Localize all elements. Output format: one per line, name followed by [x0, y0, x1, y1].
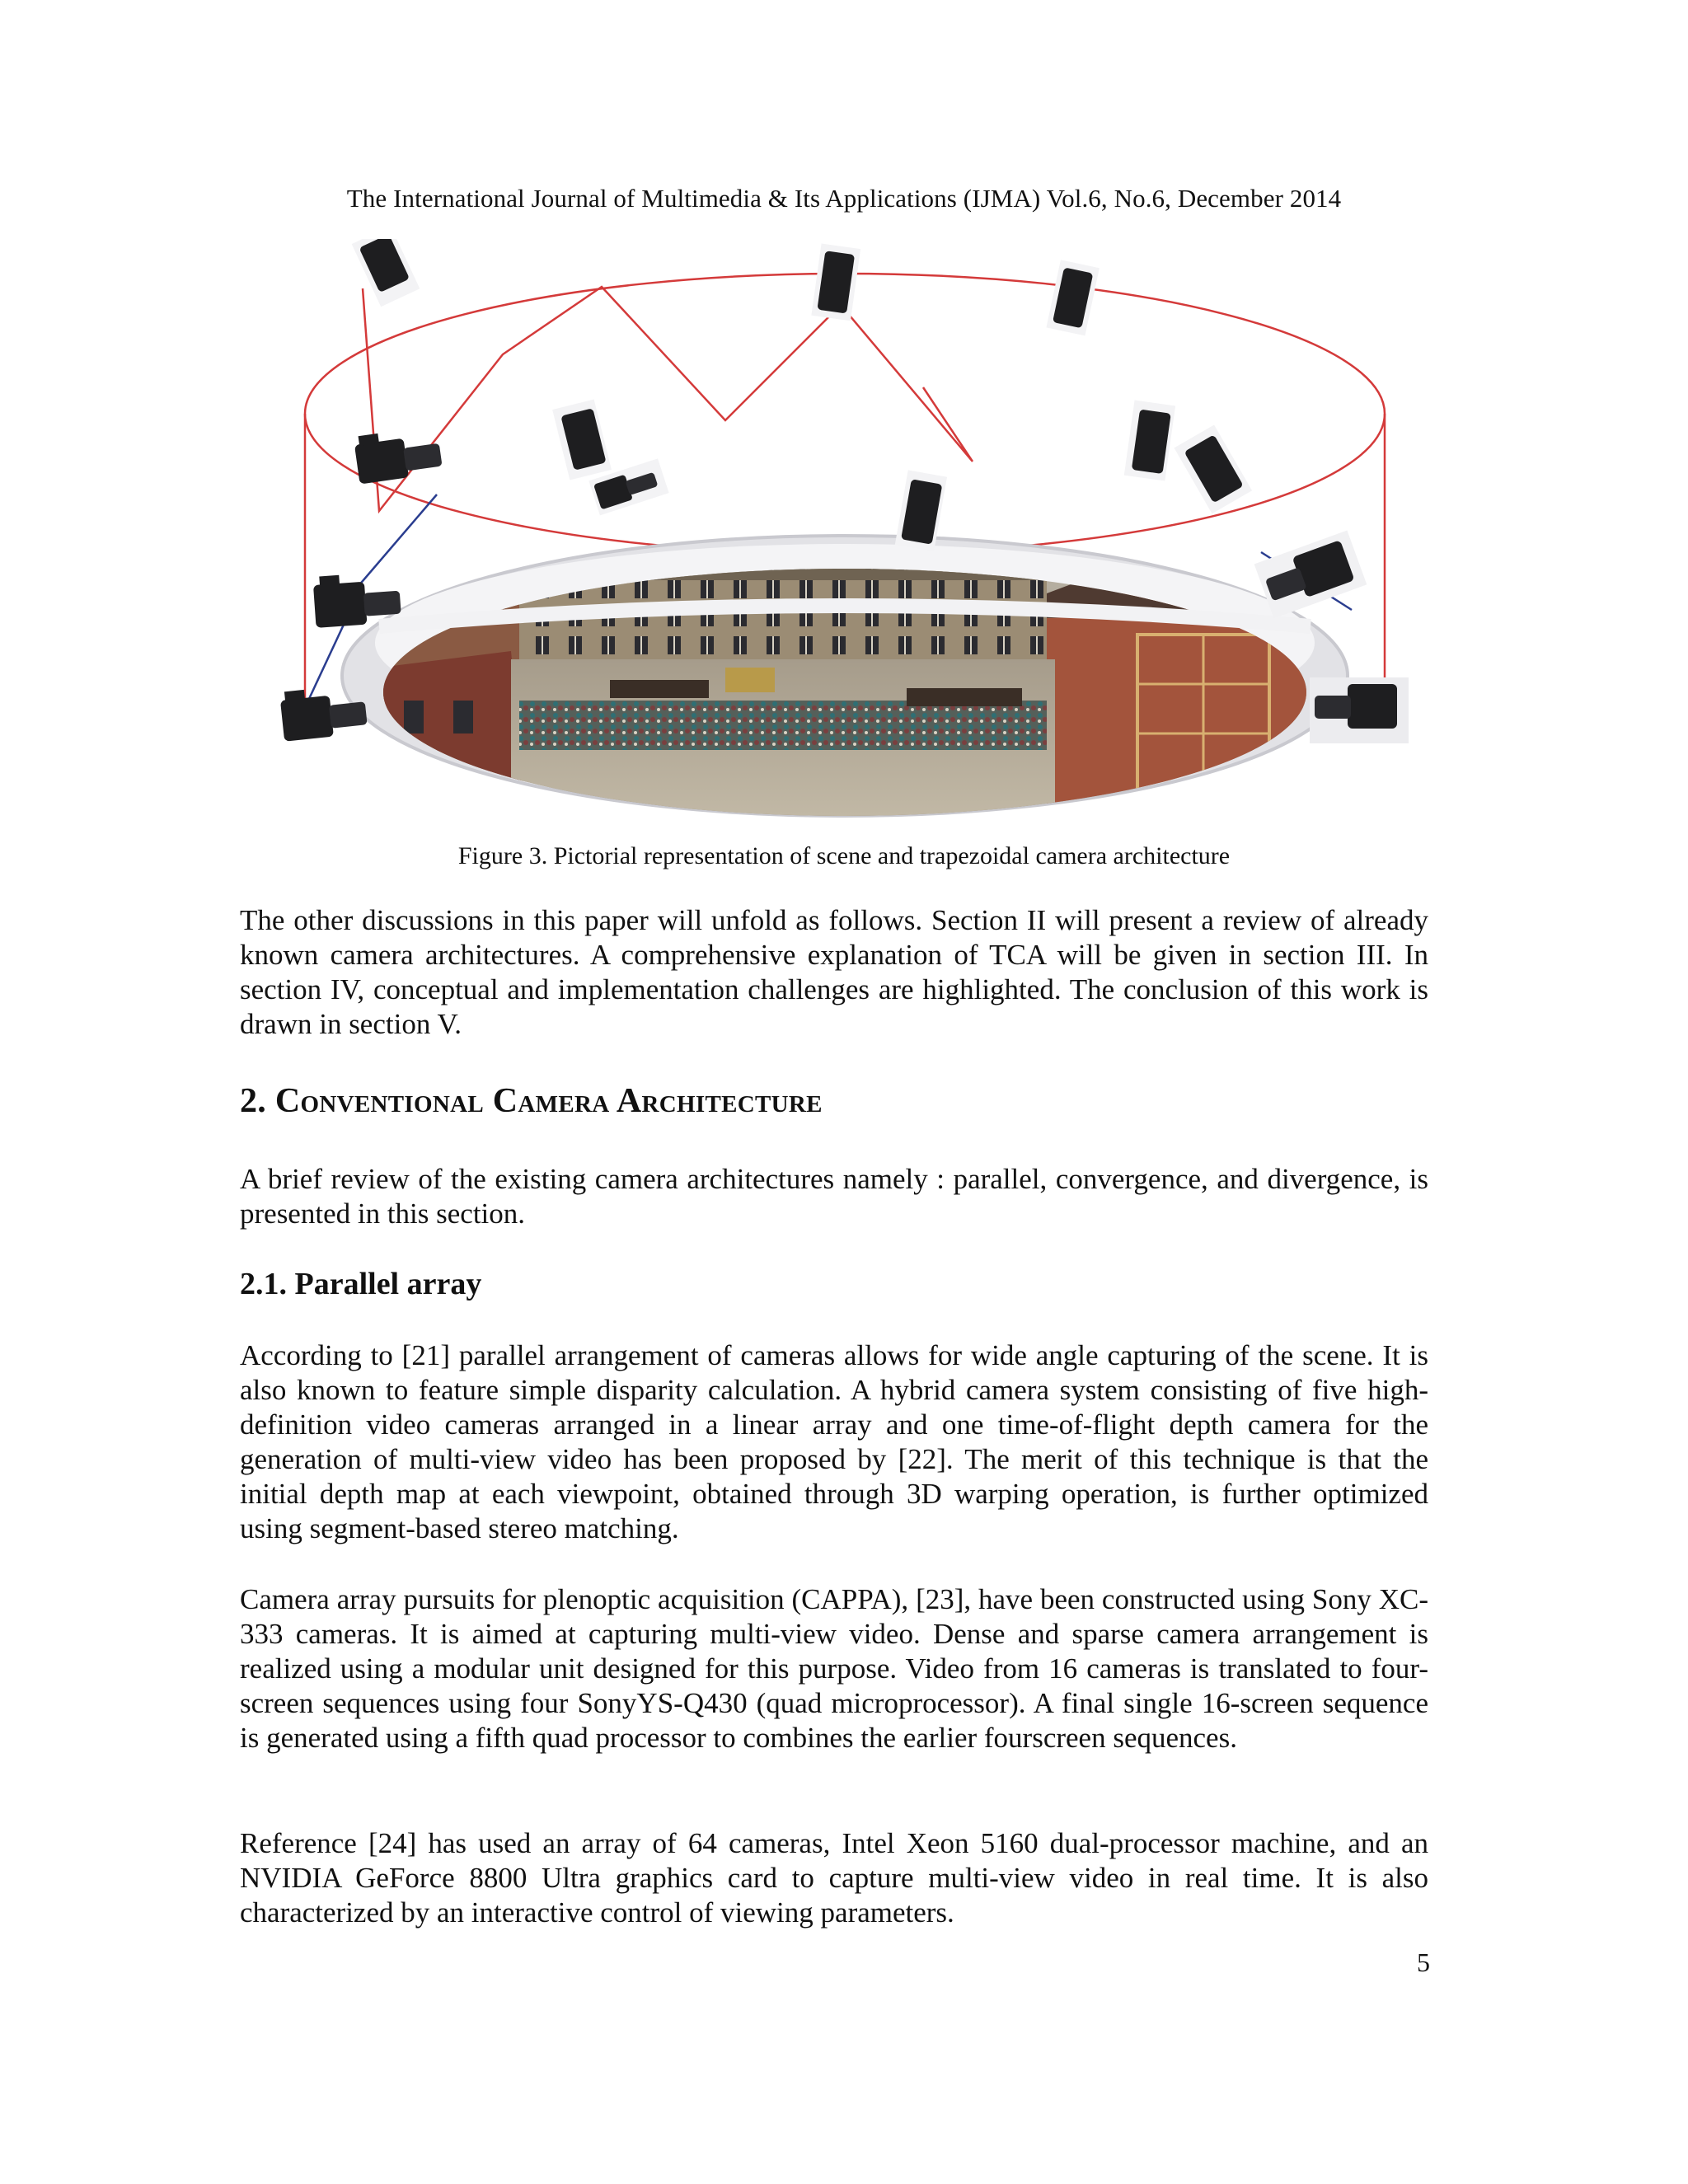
- camera-icon: [1046, 260, 1099, 335]
- page-number: 5: [1417, 1947, 1430, 1977]
- camera-icon: [352, 239, 420, 307]
- paragraph-parallel-2: Camera array pursuits for plenoptic acquisition (CAPPA), [23], have been constructed using Sony XC-333 cameras. It is aimed at capturing multi-view video. Dense and sparse camera arrangement is realized using a modular unit designed for this purpose. Video from 16 cameras is translated to four-screen sequences using four SonyYS-Q430 (quad microprocessor). A final single 16-screen sequence is generated using a fifth quad processor to combines the earlier fourscreen sequences.: [240, 1583, 1428, 1754]
- camera-icon: [811, 243, 860, 321]
- section-heading: 2. Conventional Camera Architecture: [240, 1082, 823, 1120]
- camera-icon: [354, 425, 443, 485]
- camera-icon: [552, 400, 612, 480]
- paragraph-parallel-1: According to [21] parallel arrangement of cameras allows for wide angle capturing of the scene. It is also known to feature simple disparity calculation. A hybrid camera system consisting of five high-definition video cameras arranged in a linear array and one time-of-flight depth camera for the generation of multi-view video has been proposed by [22]. The merit of this technique is that the initial depth map at each viewpoint, obtained through 3D warping operation, is further optimized using segment-based stereo matching.: [240, 1339, 1428, 1544]
- camera-icon: [1310, 677, 1409, 743]
- figure-3-camera-architecture: [264, 239, 1434, 832]
- running-header: The International Journal of Multimedia & Its Applications (IJMA) Vol.6, No.6, December 2014: [346, 184, 1342, 213]
- camera-icon: [1254, 530, 1367, 618]
- camera-icon: [1175, 425, 1252, 514]
- camera-icon: [1124, 400, 1175, 480]
- figure-caption: Figure 3. Pictorial representation of scene and trapezoidal camera architecture: [457, 842, 1231, 869]
- paragraph-parallel-3: Reference [24] has used an array of 64 cameras, Intel Xeon 5160 dual-processor machine, and an NVIDIA GeForce 8800 Ultra graphics card to capture multi-view video in real time. It is also characterized by an interactive control of viewing parameters.: [240, 1827, 1428, 1929]
- subsection-heading: 2.1. Parallel array: [240, 1267, 482, 1301]
- paragraph-section2-intro: A brief review of the existing camera architectures namely : parallel, convergence, and divergence, is presented in this section.: [240, 1163, 1428, 1230]
- paragraph-intro: The other discussions in this paper will unfold as follows. Section II will present a review of already known camera architectures. A comprehensive explanation of TCA will be given in section III. In section IV, conceptual and implementation challenges are highlighted. The conclusion of this work is drawn in section V.: [240, 904, 1428, 1040]
